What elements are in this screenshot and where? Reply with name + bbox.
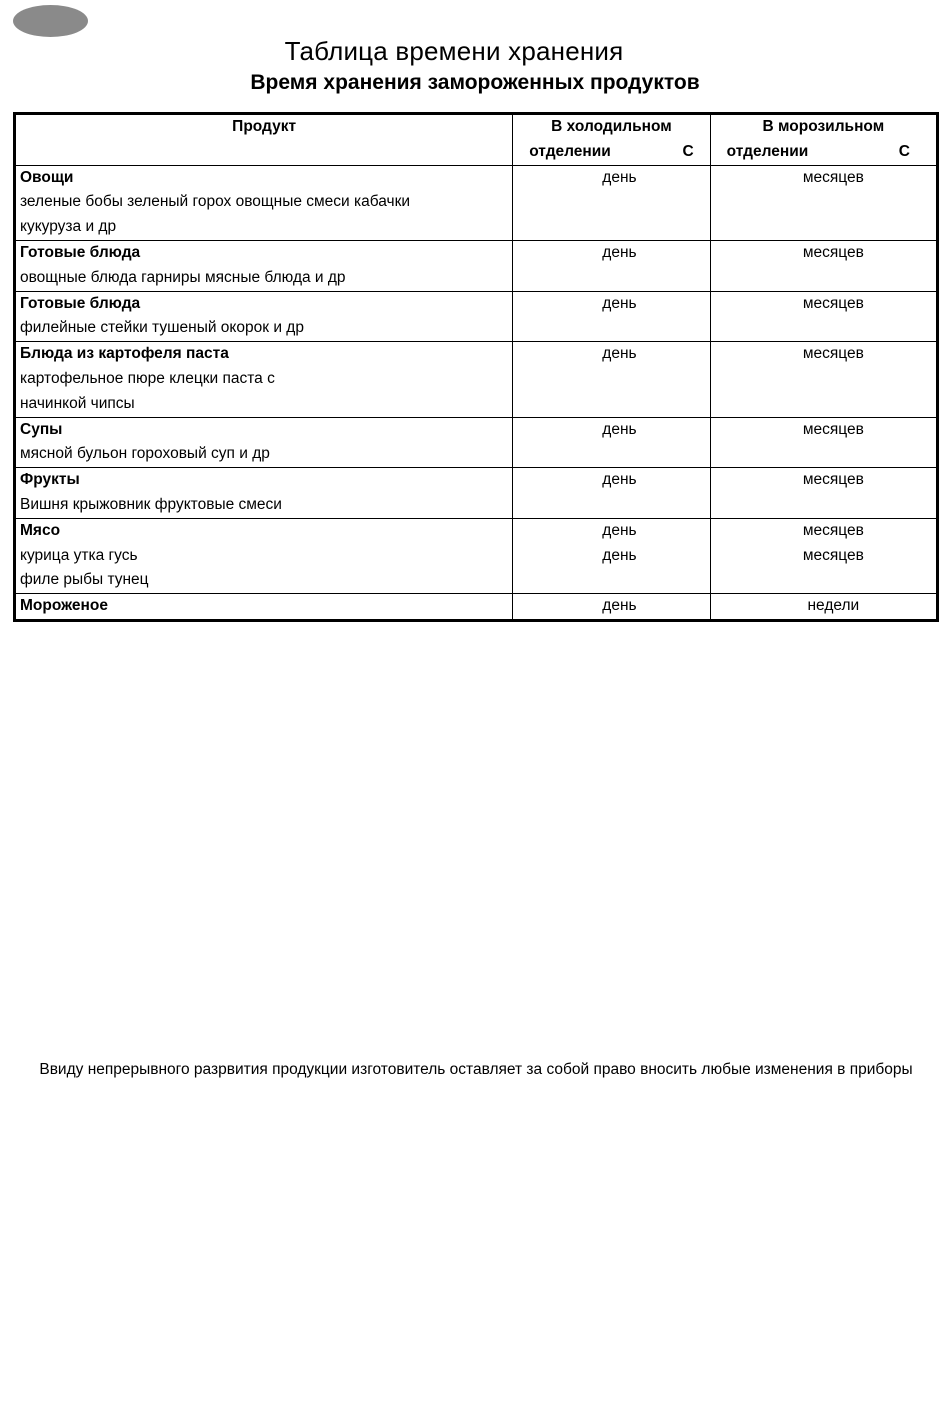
product-items: курица утка гусь	[20, 546, 138, 564]
table-row	[15, 468, 938, 519]
product-category: Готовые блюда	[20, 243, 141, 261]
freezer-time-cell	[710, 594, 937, 621]
fridge-time-value: день	[602, 168, 637, 186]
product-items: мясной бульон гороховый суп и др	[20, 445, 270, 463]
product-cell	[15, 594, 513, 621]
product-items: кукуруза и др	[20, 218, 117, 236]
product-cell	[15, 291, 513, 342]
page-subtitle: Время хранения замороженных продуктов	[250, 71, 700, 94]
product-cell	[15, 165, 513, 240]
product-cell	[15, 468, 513, 519]
product-cell	[15, 240, 513, 291]
table-row	[15, 342, 938, 417]
fridge-time-value: день	[602, 243, 637, 261]
freezer-time-value: недели	[807, 597, 860, 615]
fridge-time-value: день	[602, 294, 637, 312]
freezer-time-value: месяцев	[802, 546, 864, 564]
product-category: Мясо	[20, 521, 61, 539]
header-freezer	[710, 114, 937, 166]
fridge-time-cell	[513, 518, 710, 593]
freezer-time-cell	[710, 417, 937, 468]
table-row	[15, 518, 938, 593]
table-row	[15, 165, 938, 240]
freezer-time-cell	[710, 165, 937, 240]
product-category: Готовые блюда	[20, 294, 141, 312]
table-row	[15, 291, 938, 342]
page-title: Таблица времени хранения	[284, 36, 624, 66]
fridge-time-cell	[513, 165, 710, 240]
header-product	[15, 114, 513, 166]
table-row	[15, 594, 938, 621]
header-freezer-sublabel: отделении	[726, 142, 809, 160]
header-fridge-sublabel: отделении	[529, 142, 611, 160]
fridge-time-value: день	[602, 521, 637, 539]
product-category: Мороженое	[20, 597, 108, 615]
product-cell	[15, 342, 513, 417]
product-cell	[15, 417, 513, 468]
product-items: филейные стейки тушеный окорок и др	[20, 319, 304, 337]
fridge-time-cell	[513, 417, 710, 468]
storage-table	[13, 112, 939, 622]
freezer-time-cell	[710, 518, 937, 593]
product-items: картофельное пюре клецки паста с	[20, 369, 275, 387]
freezer-time-value: месяцев	[802, 243, 864, 261]
freezer-time-value: месяцев	[802, 345, 864, 363]
header-fridge-label: В холодильном	[551, 118, 672, 135]
product-items: начинкой чипсы	[20, 394, 135, 412]
product-category: Овощи	[20, 168, 74, 186]
table-row	[15, 417, 938, 468]
header-product-label: Продукт	[232, 118, 297, 135]
fridge-time-value: день	[602, 345, 637, 363]
footer-disclaimer: Ввиду непрерывного разрвития продукции изготовитель оставляет за собой право вносить любые изменения в приборы	[39, 1061, 913, 1078]
product-items: овощные блюда гарниры мясные блюда и др	[20, 268, 346, 286]
header-fridge-unit: С	[682, 142, 694, 160]
product-category: Фрукты	[20, 471, 80, 489]
product-category: Супы	[20, 420, 63, 438]
fridge-time-value: день	[602, 597, 637, 615]
freezer-time-cell	[710, 342, 937, 417]
header-freezer-unit: С	[898, 142, 910, 160]
product-cell	[15, 518, 513, 593]
product-items: Вишня крыжовник фруктовые смеси	[20, 495, 282, 513]
freezer-time-value: месяцев	[802, 521, 864, 539]
fridge-time-cell	[513, 594, 710, 621]
table-body	[15, 165, 938, 620]
table-header-row	[15, 114, 938, 166]
fridge-time-cell	[513, 468, 710, 519]
header-fridge	[513, 114, 710, 166]
fridge-time-value: день	[602, 546, 637, 564]
freezer-time-cell	[710, 468, 937, 519]
fridge-time-value: день	[602, 420, 637, 438]
table-row	[15, 240, 938, 291]
fridge-time-cell	[513, 291, 710, 342]
fridge-time-value: день	[602, 471, 637, 489]
page-number-badge	[13, 5, 88, 37]
freezer-time-value: месяцев	[802, 420, 864, 438]
header-freezer-label: В морозильном	[762, 118, 885, 135]
product-items: филе рыбы тунец	[20, 571, 149, 589]
fridge-time-cell	[513, 240, 710, 291]
freezer-time-value: месяцев	[802, 294, 864, 312]
product-category: Блюда из картофеля паста	[20, 345, 229, 363]
freezer-time-value: месяцев	[802, 471, 864, 489]
freezer-time-cell	[710, 291, 937, 342]
product-items: зеленые бобы зеленый горох овощные смеси кабачки	[20, 193, 411, 211]
fridge-time-cell	[513, 342, 710, 417]
freezer-time-value: месяцев	[802, 168, 864, 186]
freezer-time-cell	[710, 240, 937, 291]
